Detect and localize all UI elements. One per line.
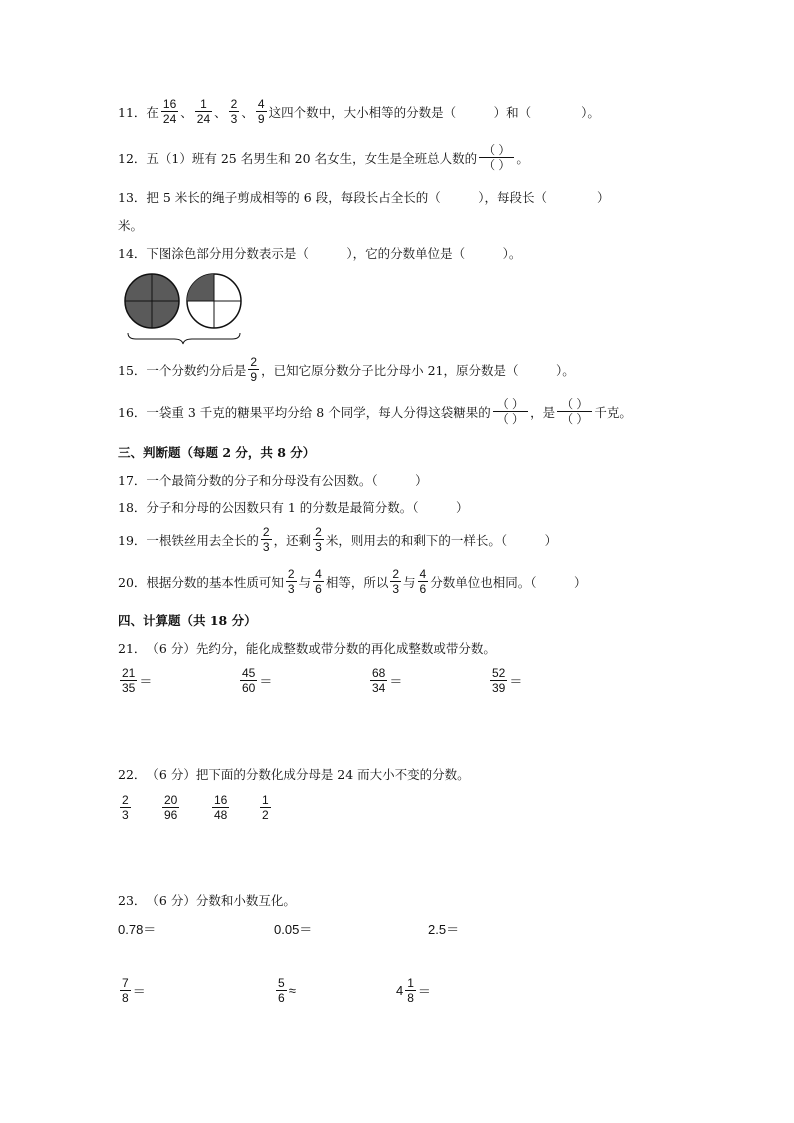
q22-item-4: $\frac{1}{2}$ [262,793,269,822]
question-19: 19． 一根铁丝用去全长的 $\frac{2}{3}$ ，还剩 $\frac{2}{3}$ 米，则用去的和剩下的一样长。（ ） [118,525,558,554]
circle-quarter-shaded [187,274,241,328]
q23-decimal-1: 0.78＝ [118,922,157,937]
q21-item-1: $\frac{21}{35}$ ＝ [122,666,153,695]
fraction: $\frac{2}{3}$ [315,525,322,554]
question-16: 16． 一袋重 3 千克的糖果平均分给 8 个同学，每人分得这袋糖果的 $\frac{( )}{( )}$ ，是 $\frac{( )}{( )}$ 千克。 [118,397,632,426]
q23-decimal-3: 2.5＝ [428,922,460,937]
question-18: 18． 分子和分母的公因数只有 1 的分数是最简分数。（ ） [118,500,469,515]
q23-fraction-2: $\frac{5}{6}$ ≈ [278,976,296,1005]
q23-mixed-number: 4 $\frac{1}{8}$ ＝ [396,976,431,1005]
question-17: 17． 一个最简分数的分子和分母没有公因数。（ ） [118,473,428,488]
fraction: $\frac{16}{24}$ [162,97,177,126]
fraction: $\frac{1}{24}$ [196,97,211,126]
q21-item-2: $\frac{45}{60}$ ＝ [242,666,273,695]
question-23: 23． （6 分）分数和小数互化。 [118,893,296,908]
fraction: $\frac{2}{3}$ [287,567,295,596]
question-21: 21． （6 分）先约分，能化成整数或带分数的再化成整数或带分数。 [118,641,496,656]
q23-decimal-2: 0.05＝ [274,922,313,937]
circle-fully-shaded [125,274,179,328]
answer-blank-fraction[interactable]: $\frac{( )}{( )}$ [493,397,528,426]
answer-blank-fraction[interactable]: $\frac{( )}{( )}$ [479,143,514,172]
q22-item-1: $\frac{2}{3}$ [122,793,129,822]
q22-item-3: $\frac{16}{48}$ [214,793,228,822]
fraction: $\frac{4}{6}$ [315,567,322,596]
q22-item-2: $\frac{20}{96}$ [164,793,178,822]
fraction: $\frac{4}{9}$ [257,97,265,126]
fraction: $\frac{2}{3}$ [392,567,400,596]
fraction: $\frac{2}{9}$ [250,355,258,384]
question-15: 15． 一个分数约分后是 $\frac{2}{9}$ ，已知它原分数分子比分母小 21，原分数是（ ）。 [118,355,575,384]
answer-blank-fraction[interactable]: $\frac{( )}{( )}$ [557,397,592,426]
q21-item-3: $\frac{68}{34}$ ＝ [372,666,403,695]
q23-fraction-1: $\frac{7}{8}$ ＝ [122,976,146,1005]
fraction-circles-figure [122,271,246,348]
question-14: 14． 下图涂色部分用分数表示是（ ），它的分数单位是（ ）。 [118,246,522,261]
question-13-continued: 米。 [118,218,144,233]
section-4-heading: 四、计算题（共 18 分） [118,613,257,628]
question-11: 11． 在 $\frac{16}{24}$ 、 $\frac{1}{24}$ 、 $\frac{2}{3}$ 、 $\frac{4}{9}$ 这四个数中，大小相等的分数是（ ）和（ ）。 [118,97,600,126]
fraction: $\frac{2}{3}$ [230,97,238,126]
q21-item-4: $\frac{52}{39}$ ＝ [492,666,523,695]
question-22: 22． （6 分）把下面的分数化成分母是 24 而大小不变的分数。 [118,767,470,782]
brace [128,333,240,344]
fraction: $\frac{2}{3}$ [262,525,270,554]
section-3-heading: 三、判断题（每题 2 分，共 8 分） [118,445,316,460]
question-20: 20． 根据分数的基本性质可知 $\frac{2}{3}$ 与 $\frac{4}{6}$ 相等，所以 $\frac{2}{3}$ 与 $\frac{4}{6}$ 分数单位也相同。（ ） [118,567,587,596]
fraction: $\frac{4}{6}$ [419,567,427,596]
question-12: 12． 五（1）班有 25 名男生和 20 名女生，女生是全班总人数的 $\frac{( )}{( )}$ 。 [118,143,529,172]
question-13: 13． 把 5 米长的绳子剪成相等的 6 段，每段长占全长的（ ），每段长（ ） [118,190,610,205]
